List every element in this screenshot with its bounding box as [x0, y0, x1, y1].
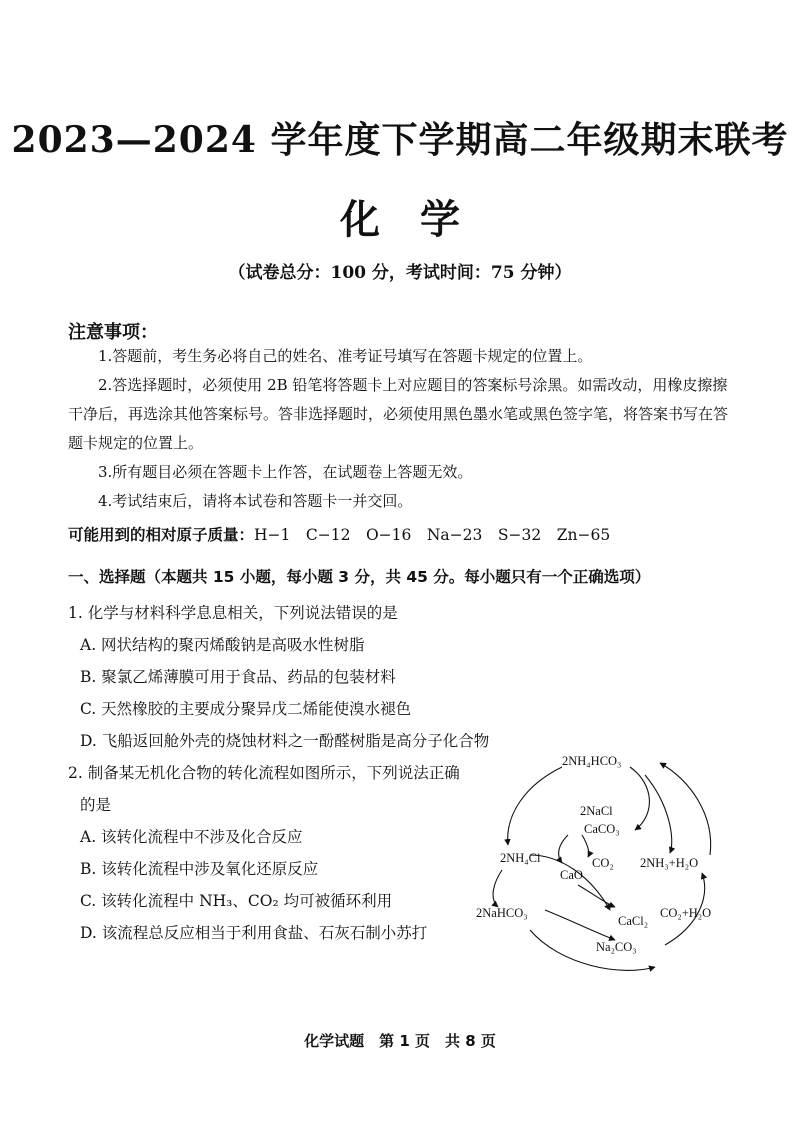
question-2 [68, 757, 488, 949]
arrow-path [545, 910, 615, 940]
arrow-path [660, 763, 711, 855]
notice-item: 4.考试结束后，请将本试卷和答题卡一并交回。 [98, 492, 413, 510]
question-stem-continued: 的是 [80, 796, 112, 814]
section-heading: 一、选择题（本题共 15 小题，每小题 3 分，共 45 分。每小题只有一个正确选项） [68, 568, 651, 586]
flow-diagram-svg [470, 745, 740, 985]
label-co2: CO₂ [592, 856, 614, 870]
label-nh4cl: 2NH₄Cl [500, 851, 541, 865]
exam-info: （试卷总分：100 分，考试时间：75 分钟） [228, 263, 572, 283]
subject-title: 化学 [340, 196, 500, 243]
notice-heading: 注意事项： [68, 322, 158, 343]
label-co2-h2o: CO₂+H₂O [660, 906, 712, 920]
conversion-flow-diagram [470, 745, 740, 985]
arrow-path [582, 835, 589, 857]
option-c: C. 该转化流程中 NH₃、CO₂ 均可被循环利用 [80, 892, 393, 910]
arrow-path [493, 870, 502, 907]
question-1 [68, 597, 489, 757]
atomic-mass-values: H−1 C−12 O−16 Na−23 S−32 Zn−65 [254, 526, 611, 544]
option-d: D. 飞船返回舱外壳的烧蚀材料之一酚醛树脂是高分子化合物 [80, 732, 490, 750]
question-stem: 1. 化学与材料科学息息相关，下列说法错误的是 [68, 604, 398, 622]
label-cacl2: CaCl₂ [618, 914, 649, 928]
atomic-mass-line [68, 523, 610, 545]
label-nahco3: 2NaHCO₃ [476, 906, 528, 920]
notice-item: 1.答题前，考生务必将自己的姓名、准考证号填写在答题卡规定的位置上。 [98, 347, 593, 365]
notice-list [68, 342, 733, 516]
arrow-path [578, 885, 615, 907]
label-caco3: CaCO₃ [584, 822, 620, 836]
option-d: D. 该流程总反应相当于利用食盐、石灰石制小苏打 [80, 924, 428, 942]
question-stem: 2. 制备某无机化合物的转化流程如图所示，下列说法正确 [68, 764, 460, 782]
exam-title: 2023—2024 学年度下学期高二年级期末联考 [11, 119, 789, 161]
option-b: B. 聚氯乙烯薄膜可用于食品、药品的包装材料 [80, 668, 396, 686]
arrow-path [559, 835, 568, 863]
arrow-path [645, 775, 672, 853]
label-nh4hco3: 2NH₄HCO₃ [562, 754, 622, 768]
label-nh3-h2o: 2NH₃+H₂O [640, 856, 699, 870]
label-nacl: 2NaCl [580, 804, 613, 818]
arrow-path [508, 767, 562, 845]
label-na2co3: Na₂CO₃ [596, 940, 637, 954]
option-c: C. 天然橡胶的主要成分聚异戊二烯能使溴水褪色 [80, 700, 412, 718]
atomic-mass-label: 可能用到的相对原子质量： [68, 526, 255, 544]
notice-item: 3.所有题目必须在答题卡上作答，在试题卷上答题无效。 [98, 463, 473, 481]
option-b: B. 该转化流程中涉及氧化还原反应 [80, 860, 319, 878]
option-a: A. 网状结构的聚丙烯酸钠是高吸水性树脂 [80, 636, 365, 654]
label-cao: CaO [560, 868, 583, 882]
page-footer: 化学试题 第 1 页 共 8 页 [304, 1032, 496, 1050]
notice-item: 2.答选择题时，必须使用 2B 铅笔将答题卡上对应题目的答案标号涂黑。如需改动，用橡皮擦擦干净后，再选涂其他答案标号。答非选择题时，必须使用黑色墨水笔或黑色签字笔，将答案书写在答题卡规定的位置上。 [68, 376, 729, 452]
option-a: A. 该转化流程中不涉及化合反应 [80, 828, 303, 846]
